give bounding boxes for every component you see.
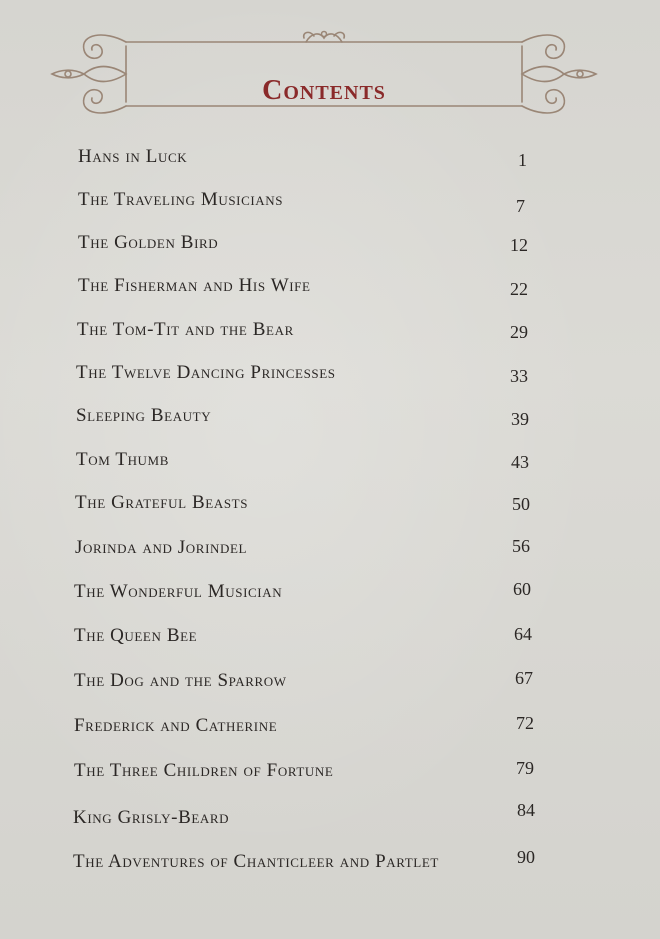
toc-entry-title: Hans in Luck [78,146,188,167]
toc-entry-title: The Tom-Tit and the Bear [77,319,294,340]
toc-entry-title: The Adventures of Chanticleer and Partlet [73,851,439,872]
toc-entry-page: 72 [516,713,534,733]
toc-entry-page: 64 [514,624,532,644]
toc-entry-page: 39 [511,409,529,429]
toc-entry-page: 60 [513,579,531,599]
toc-entry-title: The Twelve Dancing Princesses [76,362,336,383]
toc-entry-title: King Grisly-Beard [73,807,230,828]
toc-entry-page: 67 [515,668,533,688]
toc-entry-title: The Queen Bee [74,625,198,646]
toc-entry-title: The Golden Bird [78,232,219,253]
toc-entry-title: The Traveling Musicians [78,189,284,210]
toc-entry-title: Sleeping Beauty [76,405,212,426]
toc-entry-page: 1 [518,150,527,170]
toc-entry-page: 43 [511,452,529,472]
toc-entry-page: 22 [510,279,528,299]
toc-entry-title: Frederick and Catherine [74,715,278,736]
page-title: Contents [262,75,386,106]
toc-entry-page: 84 [517,800,535,820]
toc-entry-title: Jorinda and Jorindel [75,537,248,558]
toc-entry-page: 12 [510,235,528,255]
toc-entry-title: The Grateful Beasts [75,492,249,513]
toc-entry-title: Tom Thumb [76,449,169,470]
toc-entry-title: The Wonderful Musician [74,581,283,602]
toc-entry-page: 90 [517,847,535,867]
toc-entry-title: The Three Children of Fortune [74,760,334,781]
toc-entry-page: 50 [512,494,530,514]
toc-entry-page: 29 [510,322,528,342]
toc-entry-page: 79 [516,758,534,778]
toc-entry-page: 7 [516,196,525,216]
toc-entry-page: 56 [512,536,530,556]
toc-entry-title: The Dog and the Sparrow [74,670,287,691]
toc-entry-title: The Fisherman and His Wife [78,275,311,296]
toc-entry-page: 33 [510,366,528,386]
